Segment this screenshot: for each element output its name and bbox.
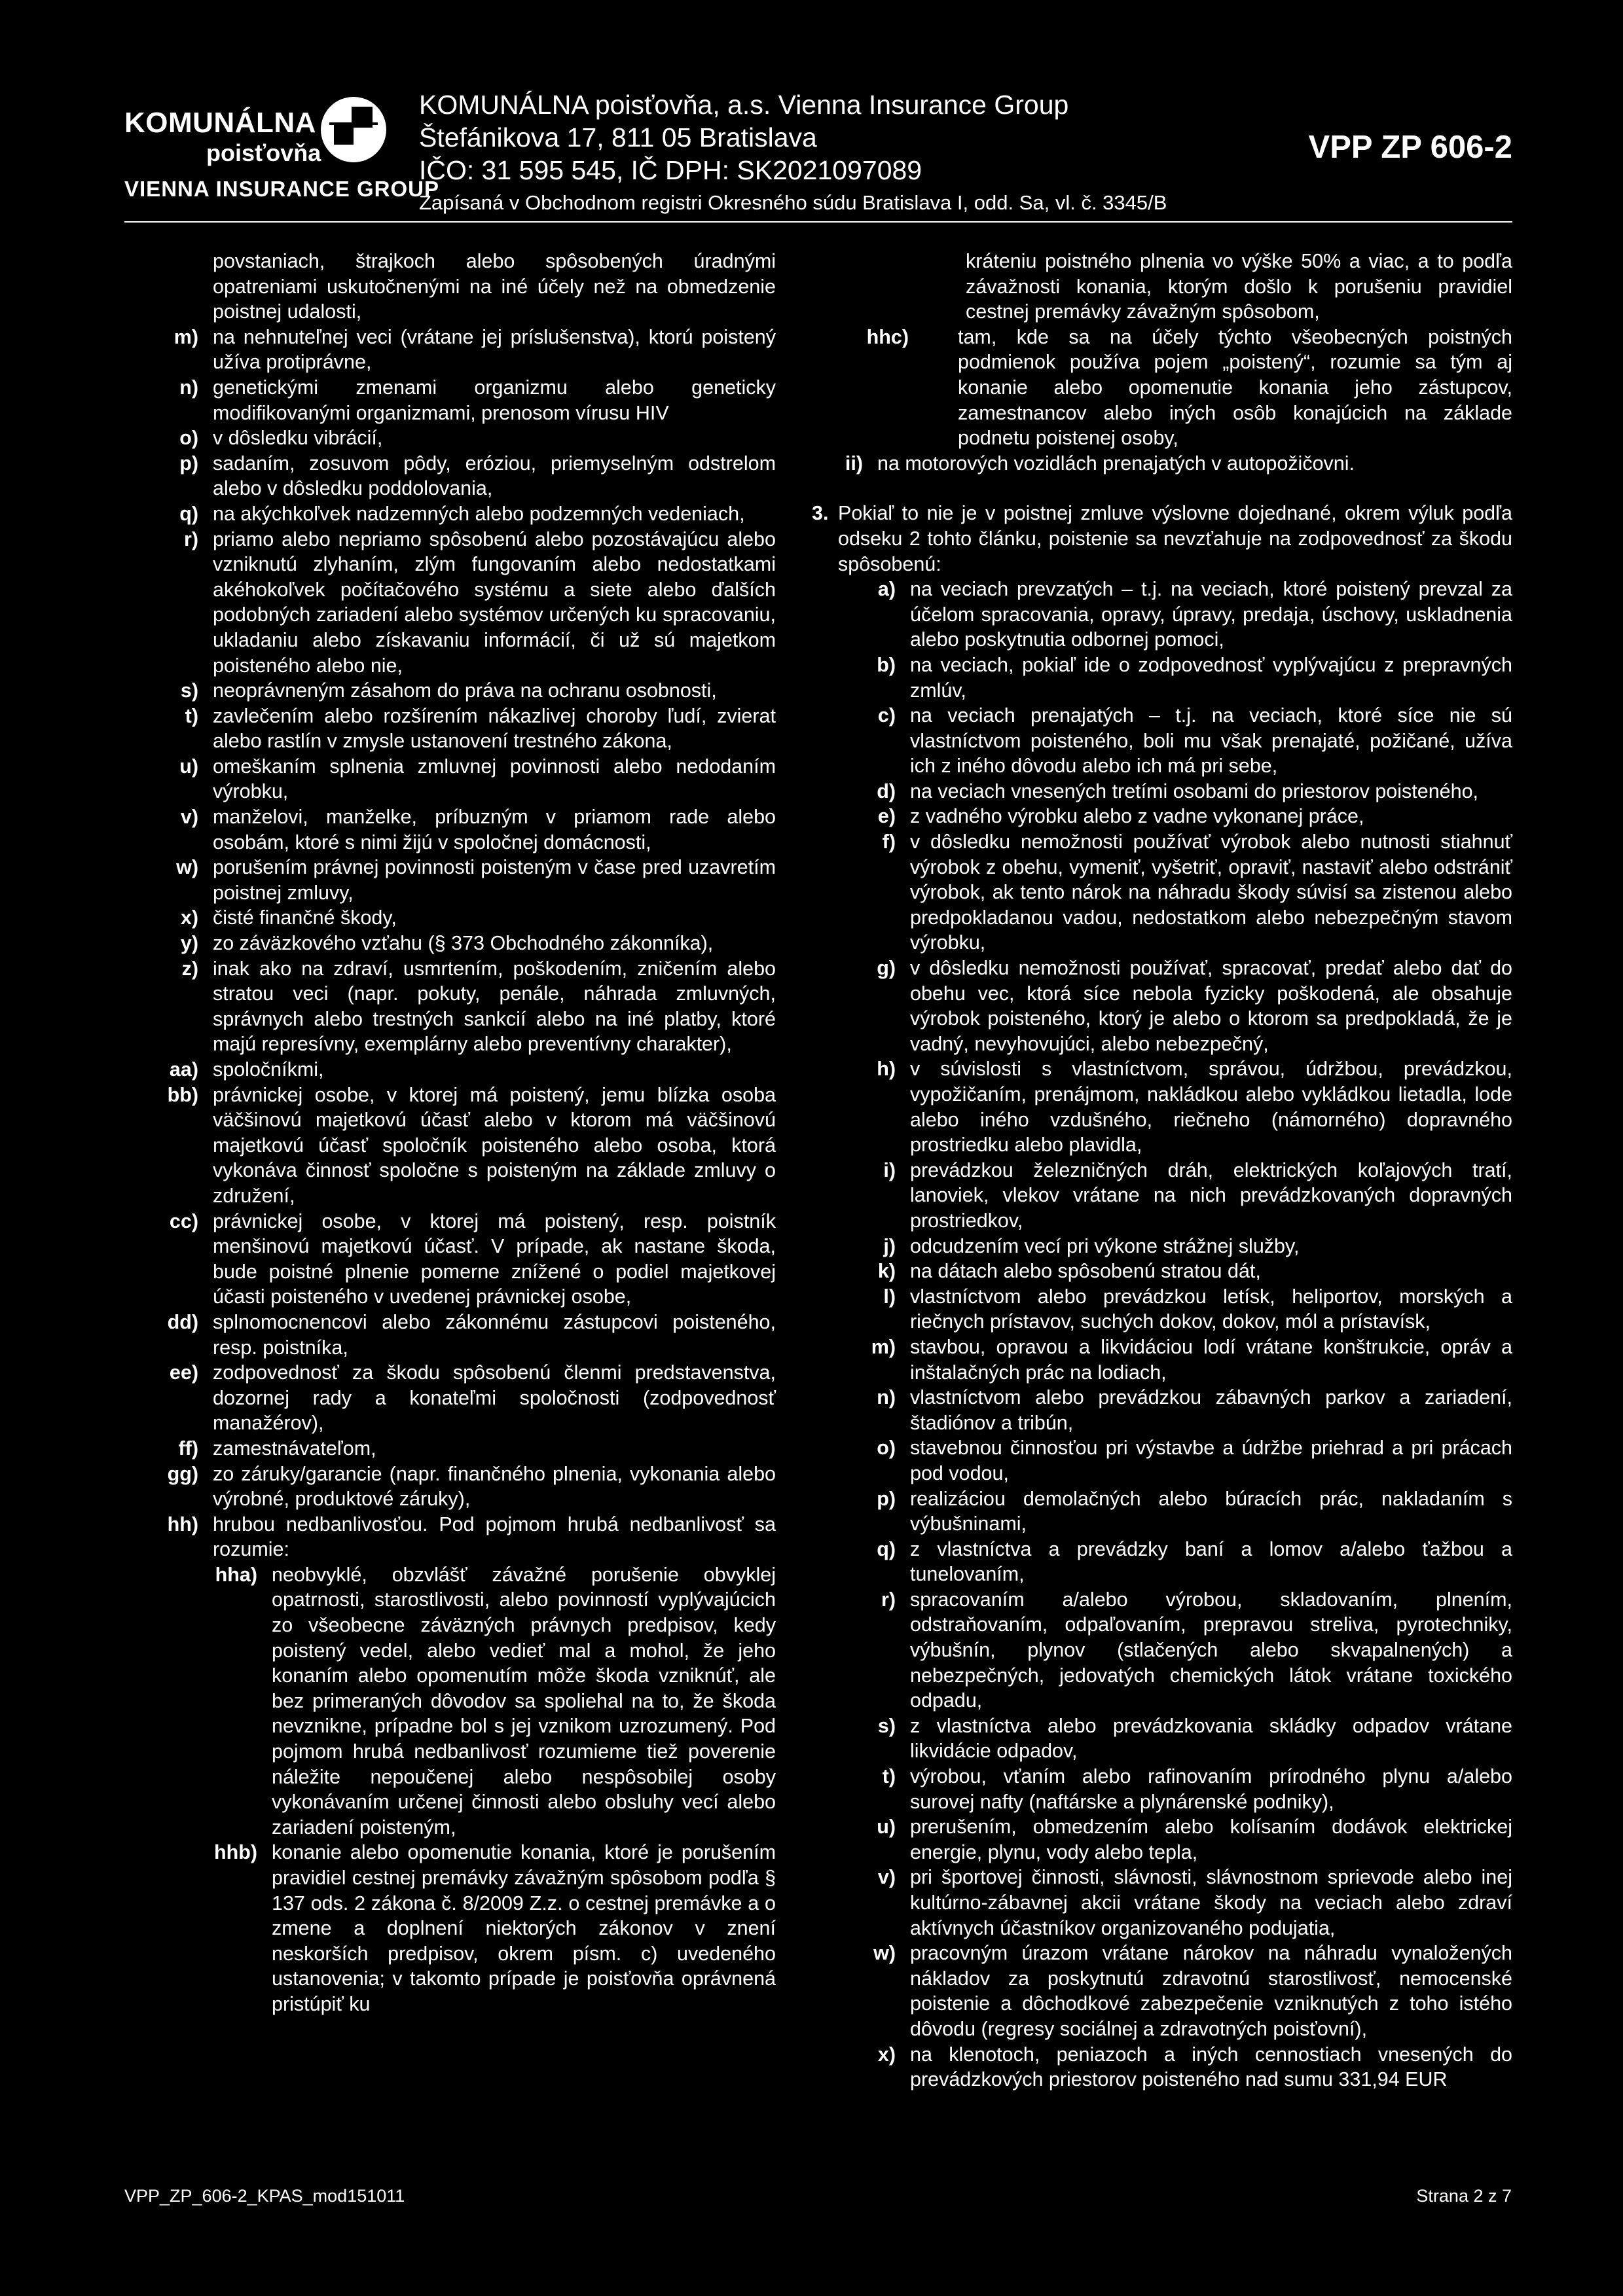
item-text: neoprávneným zásahom do práva na ochranu osobnosti, bbox=[213, 679, 717, 702]
list-item bbox=[812, 2042, 1512, 2092]
item-label: ee) bbox=[169, 1361, 198, 1384]
list-item bbox=[812, 956, 1512, 1056]
item-text: stavbou, opravou a likvidáciou lodí vrátane konštrukcie, opráv a inštalačných prác na lodiach, bbox=[910, 1335, 1512, 1384]
item-text: na dátach alebo spôsobenú stratou dát, bbox=[910, 1260, 1261, 1283]
item-text: neobvyklé, obzvlášť závažné porušenie obvyklej opatrnosti, starostlivosti, alebo povinností vyplývajúcich zo všeobecne záväzných právnych predpisov, kedy poistený vedel, alebo vedieť mal a mohol, že jeho konaním alebo opomenutím môže škoda vzniknúť, ale bez primeraných dôvodov sa spoliehal na to, že škoda nevznikne, prípadne bol s jej vznikom uzrozumený. Pod pojmom hrubá nedbanlivosť rozumieme tiež poverenie náležite nepoučenej alebo nespôsobilej osoby vykonávaním určenej činnosti alebo obsluhy vecí alebo zariadení poisteným, bbox=[272, 1563, 776, 1839]
list-item bbox=[812, 1587, 1512, 1713]
item-text: zodpovednosť za škodu spôsobenú členmi predstavenstva, dozornej rady a konateľmi spoločnosti (zodpovednosť manažérov), bbox=[213, 1361, 776, 1435]
list-item bbox=[160, 905, 776, 931]
item-text: zamestnávateľom, bbox=[213, 1437, 376, 1460]
list-item bbox=[160, 527, 776, 679]
item-label: m) bbox=[173, 325, 198, 348]
list-item bbox=[160, 678, 776, 704]
logo-group-name: VIENNA INSURANCE GROUP bbox=[124, 177, 439, 201]
item-label: gg) bbox=[167, 1462, 198, 1485]
item-label: j) bbox=[883, 1234, 896, 1257]
item-text: v dôsledku vibrácií, bbox=[213, 427, 383, 450]
list-item bbox=[812, 325, 1512, 451]
item-label: hhc) bbox=[866, 325, 909, 348]
item-text: sadaním, zosuvom pôdy, eróziou, priemyselným odstrelom alebo v dôsledku poddolovania, bbox=[213, 452, 776, 500]
list-item bbox=[812, 1865, 1512, 1941]
list-item bbox=[812, 451, 1512, 476]
item-text: na veciach prenajatých – t.j. na veciach, ktoré síce nie sú vlastníctvom poisteného, boli mu však prenajaté, požičané, užíva ich z iného dôvodu alebo ich má pri sebe, bbox=[910, 704, 1512, 778]
list-item bbox=[812, 1056, 1512, 1157]
item-label: a) bbox=[877, 578, 896, 601]
item-text: na motorových vozidlách prenajatých v autopožičovni. bbox=[877, 452, 1355, 475]
item-label: hha) bbox=[215, 1563, 257, 1586]
list-item bbox=[160, 325, 776, 375]
item-text: vlastníctvom alebo prevádzkou zábavných parkov a zariadení, štadiónov a tribún, bbox=[910, 1386, 1512, 1434]
item-text: z vlastníctva a prevádzky baní a lomov a/alebo ťažbou a tunelovaním, bbox=[910, 1537, 1512, 1586]
item-text: z vadného výrobku alebo z vadne vykonanej práce, bbox=[910, 805, 1364, 828]
item-text: prerušením, obmedzením alebo kolísaním dodávok elektrickej energie, plynu, vody alebo tepla, bbox=[910, 1816, 1512, 1863]
item-label: b) bbox=[877, 653, 896, 676]
list-item bbox=[160, 1512, 776, 1562]
item-text: zo záruky/garancie (napr. finančného plnenia, vykonania alebo výrobné, produktové záruky), bbox=[213, 1462, 776, 1511]
item-label: r) bbox=[881, 1588, 896, 1611]
logo-brand-sub: poisťovňa bbox=[206, 139, 321, 166]
page-header bbox=[124, 88, 1512, 214]
item-text: prevádzkou železničných dráh, elektrických koľajových tratí, lanoviek, vlekov vrátane na nich prevádzkovaných dopravných prostriedkov, bbox=[910, 1158, 1512, 1232]
item-text: odcudzením vecí pri výkone strážnej služby, bbox=[910, 1234, 1300, 1257]
item-label: n) bbox=[179, 376, 198, 399]
item-label: c) bbox=[877, 704, 896, 727]
item-text: spoločníkmi, bbox=[213, 1058, 324, 1081]
list-item bbox=[812, 1486, 1512, 1537]
item-label: o) bbox=[179, 427, 198, 450]
list-item bbox=[160, 1462, 776, 1512]
item-label: m) bbox=[871, 1335, 896, 1358]
item-text: z vlastníctva alebo prevádzkovania skládky odpadov vrátane likvidácie odpadov, bbox=[910, 1714, 1512, 1763]
item-text: priamo alebo nepriamo spôsobenú alebo pozostávajúcu alebo vzniknutú zlyhaním, zlým fungovaním alebo nedostatkami akéhokoľvek počítačového systému a siete alebo ďalších podobných zariadení alebo systémov určených ku spracovaniu, ukladaniu alebo získavaniu informácií, či už sú majetkom poisteného alebo nie, bbox=[213, 528, 776, 677]
item-text: hrubou nedbanlivosťou. Pod pojmom hrubá nedbanlivosť sa rozumie: bbox=[213, 1513, 776, 1561]
item-text: v súvislosti s vlastníctvom, správou, údržbou, prevádzkou, vypožičaním, prenájmom, nakládkou alebo vykládkou lietadla, lode alebo iného vzdušného, riečneho (námorného) dopravného prostriedku alebo plavidla, bbox=[910, 1058, 1512, 1157]
item-label: e) bbox=[877, 805, 896, 828]
list-item bbox=[812, 1284, 1512, 1335]
item-label: u) bbox=[179, 755, 198, 778]
item-label: cc) bbox=[169, 1210, 198, 1232]
list-item bbox=[812, 829, 1512, 956]
item-text: výrobou, vťaním alebo rafinovaním prírodného plynu a/alebo surovej nafty (naftárske a plynárenské podniky), bbox=[910, 1765, 1512, 1813]
item-text: na veciach vnesených tretími osobami do priestorov poisteného, bbox=[910, 780, 1479, 802]
item-text: pri športovej činnosti, slávnosti, slávnostnom sprievode alebo inej kultúrno-zábavnej akcii vrátane škody na veciach alebo zdraví aktívnych účastníkov organizovaného podujatia, bbox=[910, 1866, 1512, 1939]
list-item bbox=[812, 1158, 1512, 1234]
list-item bbox=[160, 754, 776, 804]
list-item bbox=[160, 249, 776, 325]
list-item bbox=[160, 1209, 776, 1310]
item-label: o) bbox=[877, 1437, 896, 1460]
item-label: hhb) bbox=[213, 1841, 257, 1864]
item-text: porušením právnej povinnosti poisteným v čase pred uzavretím poistnej zmluvy, bbox=[213, 856, 776, 904]
item-label: i) bbox=[883, 1158, 896, 1181]
list-item bbox=[812, 1259, 1512, 1284]
list-item bbox=[160, 931, 776, 956]
company-name: KOMUNÁLNA poisťovňa, a.s. Vienna Insurance Group bbox=[419, 90, 1069, 120]
list-item bbox=[812, 653, 1512, 703]
item-label: x) bbox=[180, 906, 198, 929]
list-item bbox=[812, 1234, 1512, 1259]
footer-page-number: Strana 2 z 7 bbox=[1416, 2186, 1512, 2206]
company-info bbox=[419, 88, 1401, 217]
item-label: k) bbox=[877, 1260, 896, 1283]
footer-doc-code: VPP_ZP_606-2_KPAS_mod151011 bbox=[124, 2186, 405, 2206]
item-text: splnomocnencovi alebo zákonnému zástupcovi poisteného, resp. poistníka, bbox=[213, 1310, 776, 1359]
list-item bbox=[812, 1435, 1512, 1486]
item-label: x) bbox=[877, 2043, 896, 2066]
section-paragraph bbox=[812, 501, 1512, 577]
item-text: na klenotoch, peniazoch a iných cennostiach vnesených do prevádzkových priestorov poisteného nad sumu 331,94 EUR bbox=[910, 2043, 1512, 2091]
item-text: čisté finančné škody, bbox=[213, 906, 397, 929]
item-text: inak ako na zdraví, usmrtením, poškodením, zničením alebo stratou veci (napr. pokuty, penále, náhrada zmluvných, správnych alebo trestných sankcií alebo na iné platby, ktoré majú represívny, exemplárny alebo preventívny charakter), bbox=[213, 957, 776, 1056]
list-item bbox=[812, 804, 1512, 829]
item-label: f) bbox=[882, 831, 896, 853]
logo-brand-name: KOMUNÁLNA bbox=[124, 107, 316, 139]
company-ids: IČO: 31 595 545, IČ DPH: SK2021097089 bbox=[419, 155, 922, 185]
item-text: konanie alebo opomenutie konania, ktoré je porušením pravidiel cestnej premávky závažným spôsobom podľa § 137 ods. 2 zákona č. 8/2009 Z.z. o cestnej premávke a o zmene a doplnení niektorých zákonov v znení neskorších predpisov, okrem písm. c) uvedeného ustanovenia; v takomto prípade je poisťovňa oprávnená pristúpiť ku bbox=[272, 1841, 776, 2015]
continued-text: kráteniu poistného plnenia vo výške 50% a viac, a to podľa závažnosti konania, ktorým došlo k porušeniu pravidiel cestnej premávky závažným spôsobom, bbox=[966, 250, 1512, 323]
list-item bbox=[812, 1713, 1512, 1764]
header-divider bbox=[124, 221, 1512, 223]
item-text: genetickými zmenami organizmu alebo geneticky modifikovanými organizmami, prenosom vírusu HIV bbox=[213, 376, 776, 424]
list-item bbox=[812, 577, 1512, 653]
item-text: v dôsledku nemožnosti používať výrobok alebo nutnosti stiahnuť výrobok z obehu, vymeniť, vyšetriť, opraviť, nastaviť alebo odstrániť výrobok, ak tento nárok na náhradu škody súvisí sa zistenou alebo predpokladanou vadou, nedostatkom alebo nebezpečným stavom výrobku, bbox=[910, 831, 1512, 954]
item-text: zo záväzkového vzťahu (§ 373 Obchodného zákonníka), bbox=[213, 932, 714, 955]
list-item bbox=[812, 1335, 1512, 1385]
item-label: w) bbox=[176, 856, 198, 879]
item-label: h) bbox=[877, 1058, 896, 1081]
item-text: pracovným úrazom vrátane nárokov na náhradu vynaložených nákladov za poskytnutú zdravotnú starostlivosť, nemocenské poistenie a dôchodkové zabezpečenie vzniknutých z toho istého dôvodu (regresy sociálnej a zdravotných poisťovní), bbox=[910, 1942, 1512, 2040]
list-item bbox=[160, 1057, 776, 1083]
section-text: Pokiaľ to nie je v poistnej zmluve výslovne dojednané, okrem výluk podľa odseku 2 tohto článku, poistenie sa nevzťahuje na zodpovednosť za škodu spôsobenú: bbox=[838, 502, 1512, 575]
list-item bbox=[160, 1310, 776, 1360]
item-text: na veciach prevzatých – t.j. na veciach, ktoré poistený prevzal za účelom spracovania, opravy, úpravy, predaja, úschovy, uskladnenia alebo poskytnutia odbornej pomoci, bbox=[910, 578, 1512, 651]
item-label: q) bbox=[877, 1537, 896, 1560]
left-column bbox=[160, 249, 776, 2017]
item-label: q) bbox=[179, 502, 198, 525]
item-label: s) bbox=[877, 1714, 896, 1737]
item-text: realizáciou demolačných alebo búracích prác, nakladaním s výbušninami, bbox=[910, 1487, 1512, 1535]
document-id: VPP ZP 606-2 bbox=[1308, 130, 1512, 165]
item-text: v dôsledku nemožnosti používať, spracovať, predať alebo dať do obehu vec, ktorá síce nebola fyzicky poškodená, ale obsahuje výrobok poisteného, ktorý je alebo o ktorom sa predpokladá, že je vadný, nevyhovujúci, alebo nebezpečný, bbox=[910, 957, 1512, 1055]
item-text: zavlečením alebo rozšírením nákazlivej choroby ľudí, zvierat alebo rastlín v zmysle ustanovení trestného zákona, bbox=[213, 704, 776, 753]
item-label: v) bbox=[877, 1866, 896, 1889]
item-label: dd) bbox=[167, 1310, 198, 1333]
item-label: p) bbox=[877, 1487, 896, 1510]
item-label: aa) bbox=[169, 1058, 198, 1081]
list-item bbox=[160, 1436, 776, 1462]
list-item bbox=[160, 804, 776, 855]
section-number: 3. bbox=[812, 502, 829, 525]
item-label: ff) bbox=[178, 1437, 198, 1460]
item-label: g) bbox=[877, 957, 896, 980]
list-item bbox=[160, 1083, 776, 1209]
item-text: vlastníctvom alebo prevádzkou letísk, heliportov, morských a riečnych prístavov, suchých dokov, dokov, mól a prístavísk, bbox=[910, 1285, 1512, 1333]
item-label: hh) bbox=[167, 1513, 198, 1535]
company-logo bbox=[124, 88, 439, 209]
item-label: t) bbox=[882, 1765, 896, 1788]
item-label: w) bbox=[873, 1942, 896, 1965]
item-text: tam, kde sa na účely týchto všeobecných poistných podmienok používa pojem „poistený“, rozumie sa tým aj konanie alebo opomenutie konania jeho zástupcov, zamestnancov alebo iných osôb konajúcich na základe podnetu poistenej osoby, bbox=[958, 325, 1512, 450]
item-text: stavebnou činnosťou pri výstavbe a údržbe priehrad a pri prácach pod vodou, bbox=[910, 1437, 1512, 1484]
item-label: z) bbox=[181, 957, 198, 980]
list-item bbox=[160, 451, 776, 501]
list-item bbox=[812, 1814, 1512, 1865]
item-label: l) bbox=[883, 1285, 896, 1308]
list-item bbox=[160, 855, 776, 905]
list-item bbox=[812, 1537, 1512, 1587]
list-item bbox=[812, 249, 1512, 325]
list-item bbox=[812, 1764, 1512, 1814]
list-item bbox=[160, 956, 776, 1057]
list-item bbox=[812, 1385, 1512, 1435]
item-label: ii) bbox=[845, 452, 863, 475]
item-label: s) bbox=[180, 679, 198, 702]
list-item bbox=[812, 703, 1512, 779]
item-text: manželovi, manželke, príbuzným v priamom rade alebo osobám, ktoré s nimi žijú v spoločnej domácnosti, bbox=[213, 806, 776, 853]
right-column bbox=[812, 249, 1512, 2092]
item-label: r) bbox=[183, 528, 198, 550]
list-item bbox=[812, 779, 1512, 804]
item-label: v) bbox=[180, 806, 198, 829]
company-registry: Zapísaná v Obchodnom registri Okresného súdu Bratislava I, odd. Sa, vl. č. 3345/B bbox=[419, 191, 1167, 214]
list-item bbox=[160, 375, 776, 425]
list-item bbox=[160, 425, 776, 451]
item-text: omeškaním splnenia zmluvnej povinnosti alebo nedodaním výrobku, bbox=[213, 755, 776, 803]
item-label: bb) bbox=[167, 1083, 198, 1106]
logo-mark-icon bbox=[318, 94, 390, 166]
item-label: p) bbox=[179, 452, 198, 475]
item-text: spracovaním a/alebo výrobou, skladovaním, plnením, odstraňovaním, odpaľovaním, prepravou streliva, pyrotechniky, výbušnín, plynov (stlačených alebo skvapalnených) a nebezpečných, jedovatých chemických látok vrátane toxického odpadu, bbox=[910, 1588, 1512, 1712]
list-item bbox=[160, 1360, 776, 1436]
item-label: n) bbox=[877, 1386, 896, 1409]
item-text: právnickej osobe, v ktorej má poistený, resp. poistník menšinovú majetkovú účasť. V prípade, ak nastane škoda, bude poistné plnenie pomerne znížené o podiel majetkovej účasti poisteného v uvedenej právnickej osobe, bbox=[213, 1210, 776, 1308]
item-text: právnickej osobe, v ktorej má poistený, jemu blízka osoba väčšinovú majetkovú účasť alebo v ktorom má väčšinovú majetkovú účasť spoločník poisteného alebo osoba, ktorá vykonáva činnosť spoločne s poisteným na základe zmluvy o združení, bbox=[213, 1083, 776, 1207]
item-text: na akýchkoľvek nadzemných alebo podzemných vedeniach, bbox=[213, 502, 745, 525]
list-item bbox=[160, 704, 776, 754]
item-label: d) bbox=[877, 780, 896, 802]
item-text: na veciach, pokiaľ ide o zodpovednosť vyplývajúcu z prepravných zmlúv, bbox=[910, 653, 1512, 702]
list-item bbox=[213, 1562, 776, 1840]
item-label: u) bbox=[877, 1816, 896, 1839]
item-label: t) bbox=[185, 704, 198, 727]
item-text: na nehnuteľnej veci (vrátane jej príslušenstva), ktorú poistený užíva protiprávne, bbox=[213, 325, 776, 374]
continued-text: povstaniach, štrajkoch alebo spôsobených úradnými opatreniami uskutočnenými na iné účely než na obmedzenie poistnej udalosti, bbox=[213, 250, 776, 323]
list-item bbox=[213, 1840, 776, 2017]
item-label: y) bbox=[180, 932, 198, 955]
list-item bbox=[812, 1941, 1512, 2041]
list-item bbox=[160, 501, 776, 527]
company-address: Štefánikova 17, 811 05 Bratislava bbox=[419, 122, 817, 152]
